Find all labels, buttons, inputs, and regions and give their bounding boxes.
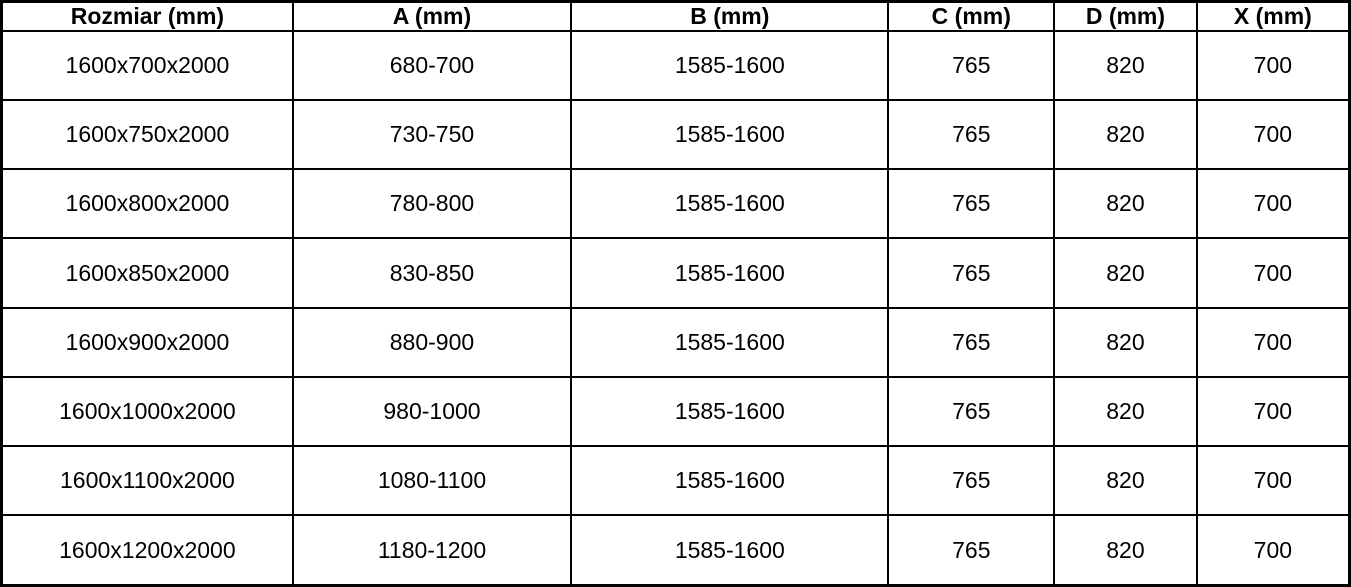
table-header-row (2, 2, 1350, 32)
table-cell-b: 1585-1600 (571, 169, 888, 238)
table-cell-x: 700 (1197, 377, 1350, 446)
table-cell-c: 765 (888, 515, 1054, 585)
table-row (2, 238, 1350, 307)
table-cell-x: 700 (1197, 515, 1350, 585)
column-header-b: B (mm) (571, 2, 888, 32)
table-cell-a: 880-900 (293, 308, 571, 377)
table-cell-d: 820 (1054, 446, 1197, 515)
table-cell-x: 700 (1197, 238, 1350, 307)
table-header (2, 2, 1350, 32)
table-row (2, 169, 1350, 238)
table-row (2, 100, 1350, 169)
table-cell-x: 700 (1197, 31, 1350, 100)
table-cell-rozmiar: 1600x1200x2000 (2, 515, 293, 585)
table-cell-c: 765 (888, 446, 1054, 515)
table-cell-rozmiar: 1600x850x2000 (2, 238, 293, 307)
table-cell-rozmiar: 1600x1100x2000 (2, 446, 293, 515)
column-header-d: D (mm) (1054, 2, 1197, 32)
table-row (2, 446, 1350, 515)
table-cell-rozmiar: 1600x700x2000 (2, 31, 293, 100)
table-cell-c: 765 (888, 31, 1054, 100)
table-cell-b: 1585-1600 (571, 515, 888, 585)
table-row (2, 377, 1350, 446)
table-cell-b: 1585-1600 (571, 238, 888, 307)
table-cell-rozmiar: 1600x800x2000 (2, 169, 293, 238)
table-cell-x: 700 (1197, 100, 1350, 169)
column-header-rozmiar: Rozmiar (mm) (2, 2, 293, 32)
table-row (2, 515, 1350, 585)
table-cell-x: 700 (1197, 308, 1350, 377)
table-cell-a: 830-850 (293, 238, 571, 307)
table-cell-rozmiar: 1600x900x2000 (2, 308, 293, 377)
column-header-a: A (mm) (293, 2, 571, 32)
table-body (2, 31, 1350, 586)
table-cell-b: 1585-1600 (571, 377, 888, 446)
table-cell-b: 1585-1600 (571, 100, 888, 169)
table-cell-c: 765 (888, 238, 1054, 307)
table-cell-d: 820 (1054, 308, 1197, 377)
table-cell-d: 820 (1054, 238, 1197, 307)
table-cell-a: 1080-1100 (293, 446, 571, 515)
table-cell-d: 820 (1054, 377, 1197, 446)
table-cell-b: 1585-1600 (571, 446, 888, 515)
table-cell-a: 1180-1200 (293, 515, 571, 585)
table-cell-c: 765 (888, 308, 1054, 377)
table-cell-d: 820 (1054, 515, 1197, 585)
table-cell-c: 765 (888, 100, 1054, 169)
table-cell-rozmiar: 1600x750x2000 (2, 100, 293, 169)
table-cell-d: 820 (1054, 100, 1197, 169)
table-cell-rozmiar: 1600x1000x2000 (2, 377, 293, 446)
table-cell-a: 980-1000 (293, 377, 571, 446)
table-cell-d: 820 (1054, 169, 1197, 238)
table-cell-x: 700 (1197, 169, 1350, 238)
table-cell-b: 1585-1600 (571, 308, 888, 377)
table-cell-c: 765 (888, 377, 1054, 446)
table-cell-x: 700 (1197, 446, 1350, 515)
table-cell-a: 680-700 (293, 31, 571, 100)
table-cell-a: 730-750 (293, 100, 571, 169)
table-cell-d: 820 (1054, 31, 1197, 100)
table-row (2, 308, 1350, 377)
column-header-x: X (mm) (1197, 2, 1350, 32)
table-cell-c: 765 (888, 169, 1054, 238)
table-cell-b: 1585-1600 (571, 31, 888, 100)
table-row (2, 31, 1350, 100)
column-header-c: C (mm) (888, 2, 1054, 32)
table-cell-a: 780-800 (293, 169, 571, 238)
